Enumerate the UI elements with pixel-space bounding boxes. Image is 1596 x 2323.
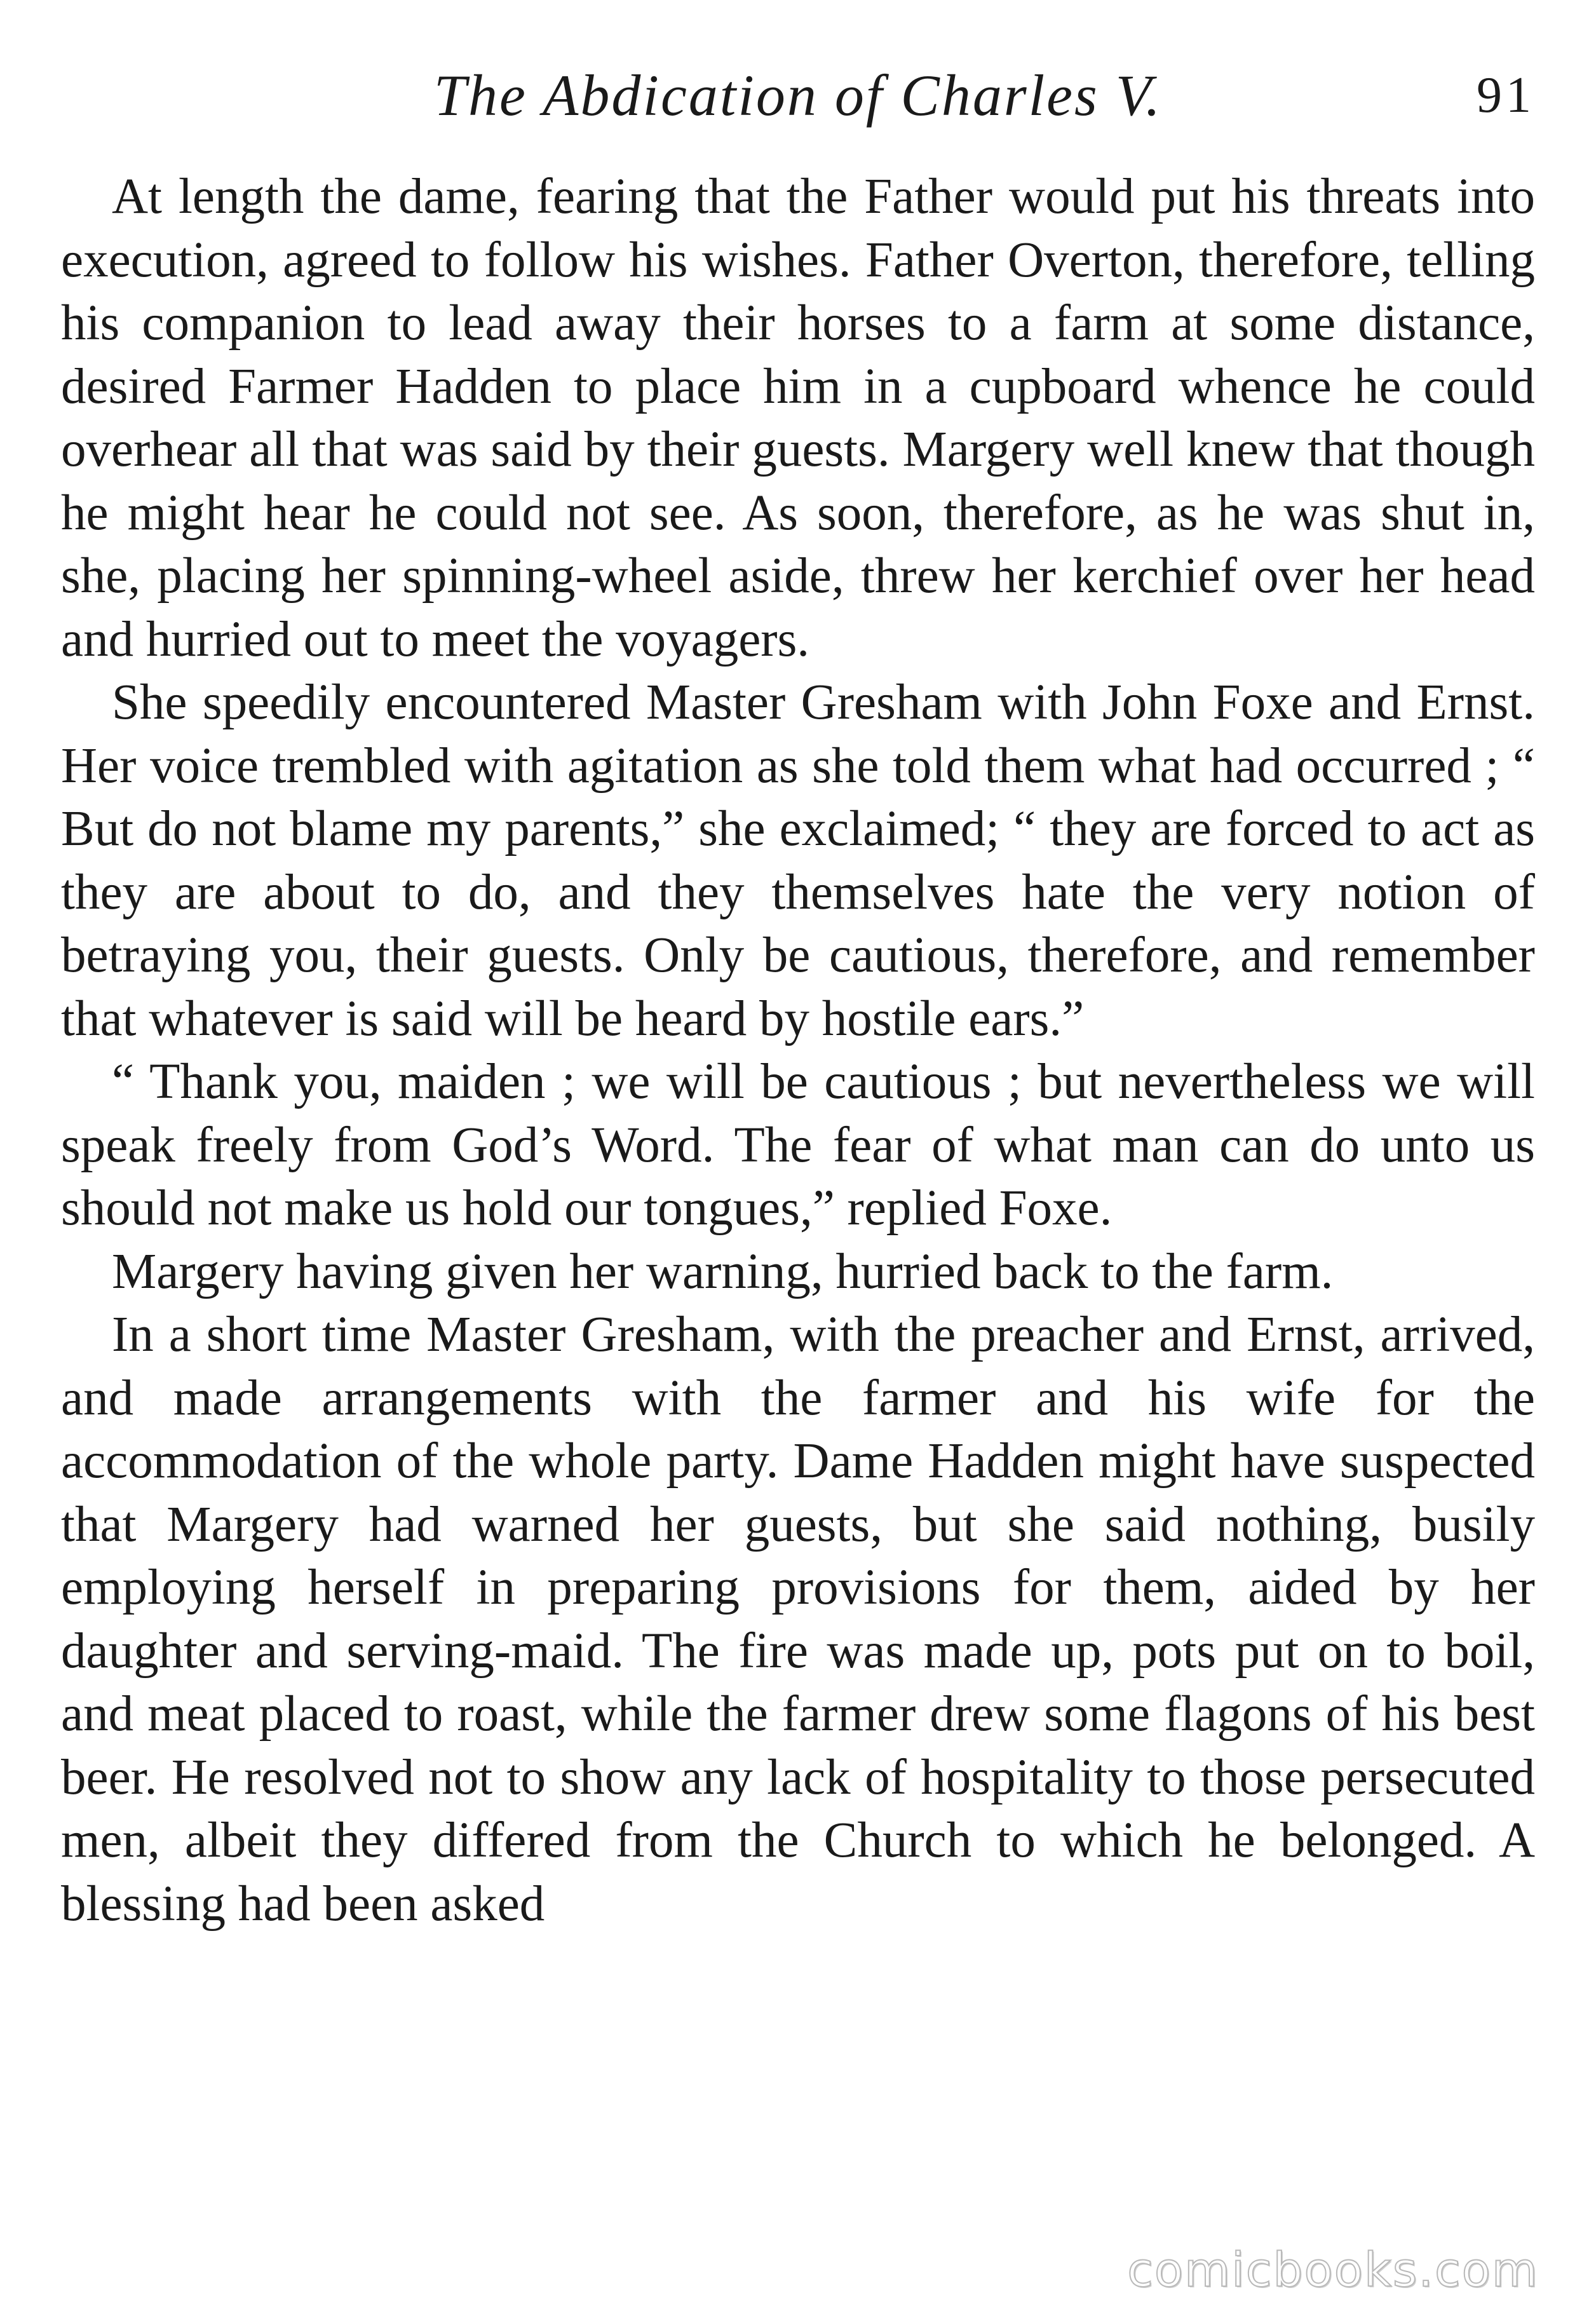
paragraph-1: At length the dame, fearing that the Father would put his threats into execution, agreed to follow his wishes. Father Overton, therefore, telling his companion to lead away their horses to a farm at some distance, desired Farmer Hadden to place him in a cupboard whence he could overhear all that was said by their guests. Margery well knew that though he might hear he could not see. As soon, therefore, as he was shut in, she, placing her spinning-wheel aside, threw her kerchief over her head and hurried out to meet the voyagers. [61,169,1535,667]
running-title: The Abdication of Charles V. [433,63,1163,128]
running-head [61,57,1535,133]
watermark: comicbooks.com [1127,2243,1539,2298]
page-number: 91 [1477,67,1535,123]
paragraph-3: “ Thank you, maiden ; we will be cautious ; but nevertheless we will speak freely from God’s Word. The fear of what man can do unto us should not make us hold our tongues,” replied Foxe. [61,1054,1535,1236]
paragraph-4: Margery having given her warning, hurried back to the farm. [112,1243,1334,1299]
body-text [61,165,1535,1935]
paragraph-2: She speedily encountered Master Gresham with John Foxe and Ernst. Her voice trembled with agitation as she told them what had occurred ; “ But do not blame my parents,” she exclaimed; “ they are forced to act as they are about to do, and they themselves hate the very notion of betraying you, their guests. Only be cautious, therefore, and remember that whatever is said will be heard by hostile ears.” [61,675,1535,1046]
paragraph-5: In a short time Master Gresham, with the preacher and Ernst, arrived, and made arrangements with the farmer and his wife for the accommodation of the whole party. Dame Hadden might have suspected that Margery had warned her guests, but she said nothing, busily employing herself in preparing provisions for them, aided by her daughter and serving-maid. The fire was made up, pots put on to boil, and meat placed to roast, while the farmer drew some flagons of his best beer. He resolved not to show any lack of hospitality to those persecuted men, albeit they differed from the Church to which he belonged. A blessing had been asked [61,1307,1535,1932]
